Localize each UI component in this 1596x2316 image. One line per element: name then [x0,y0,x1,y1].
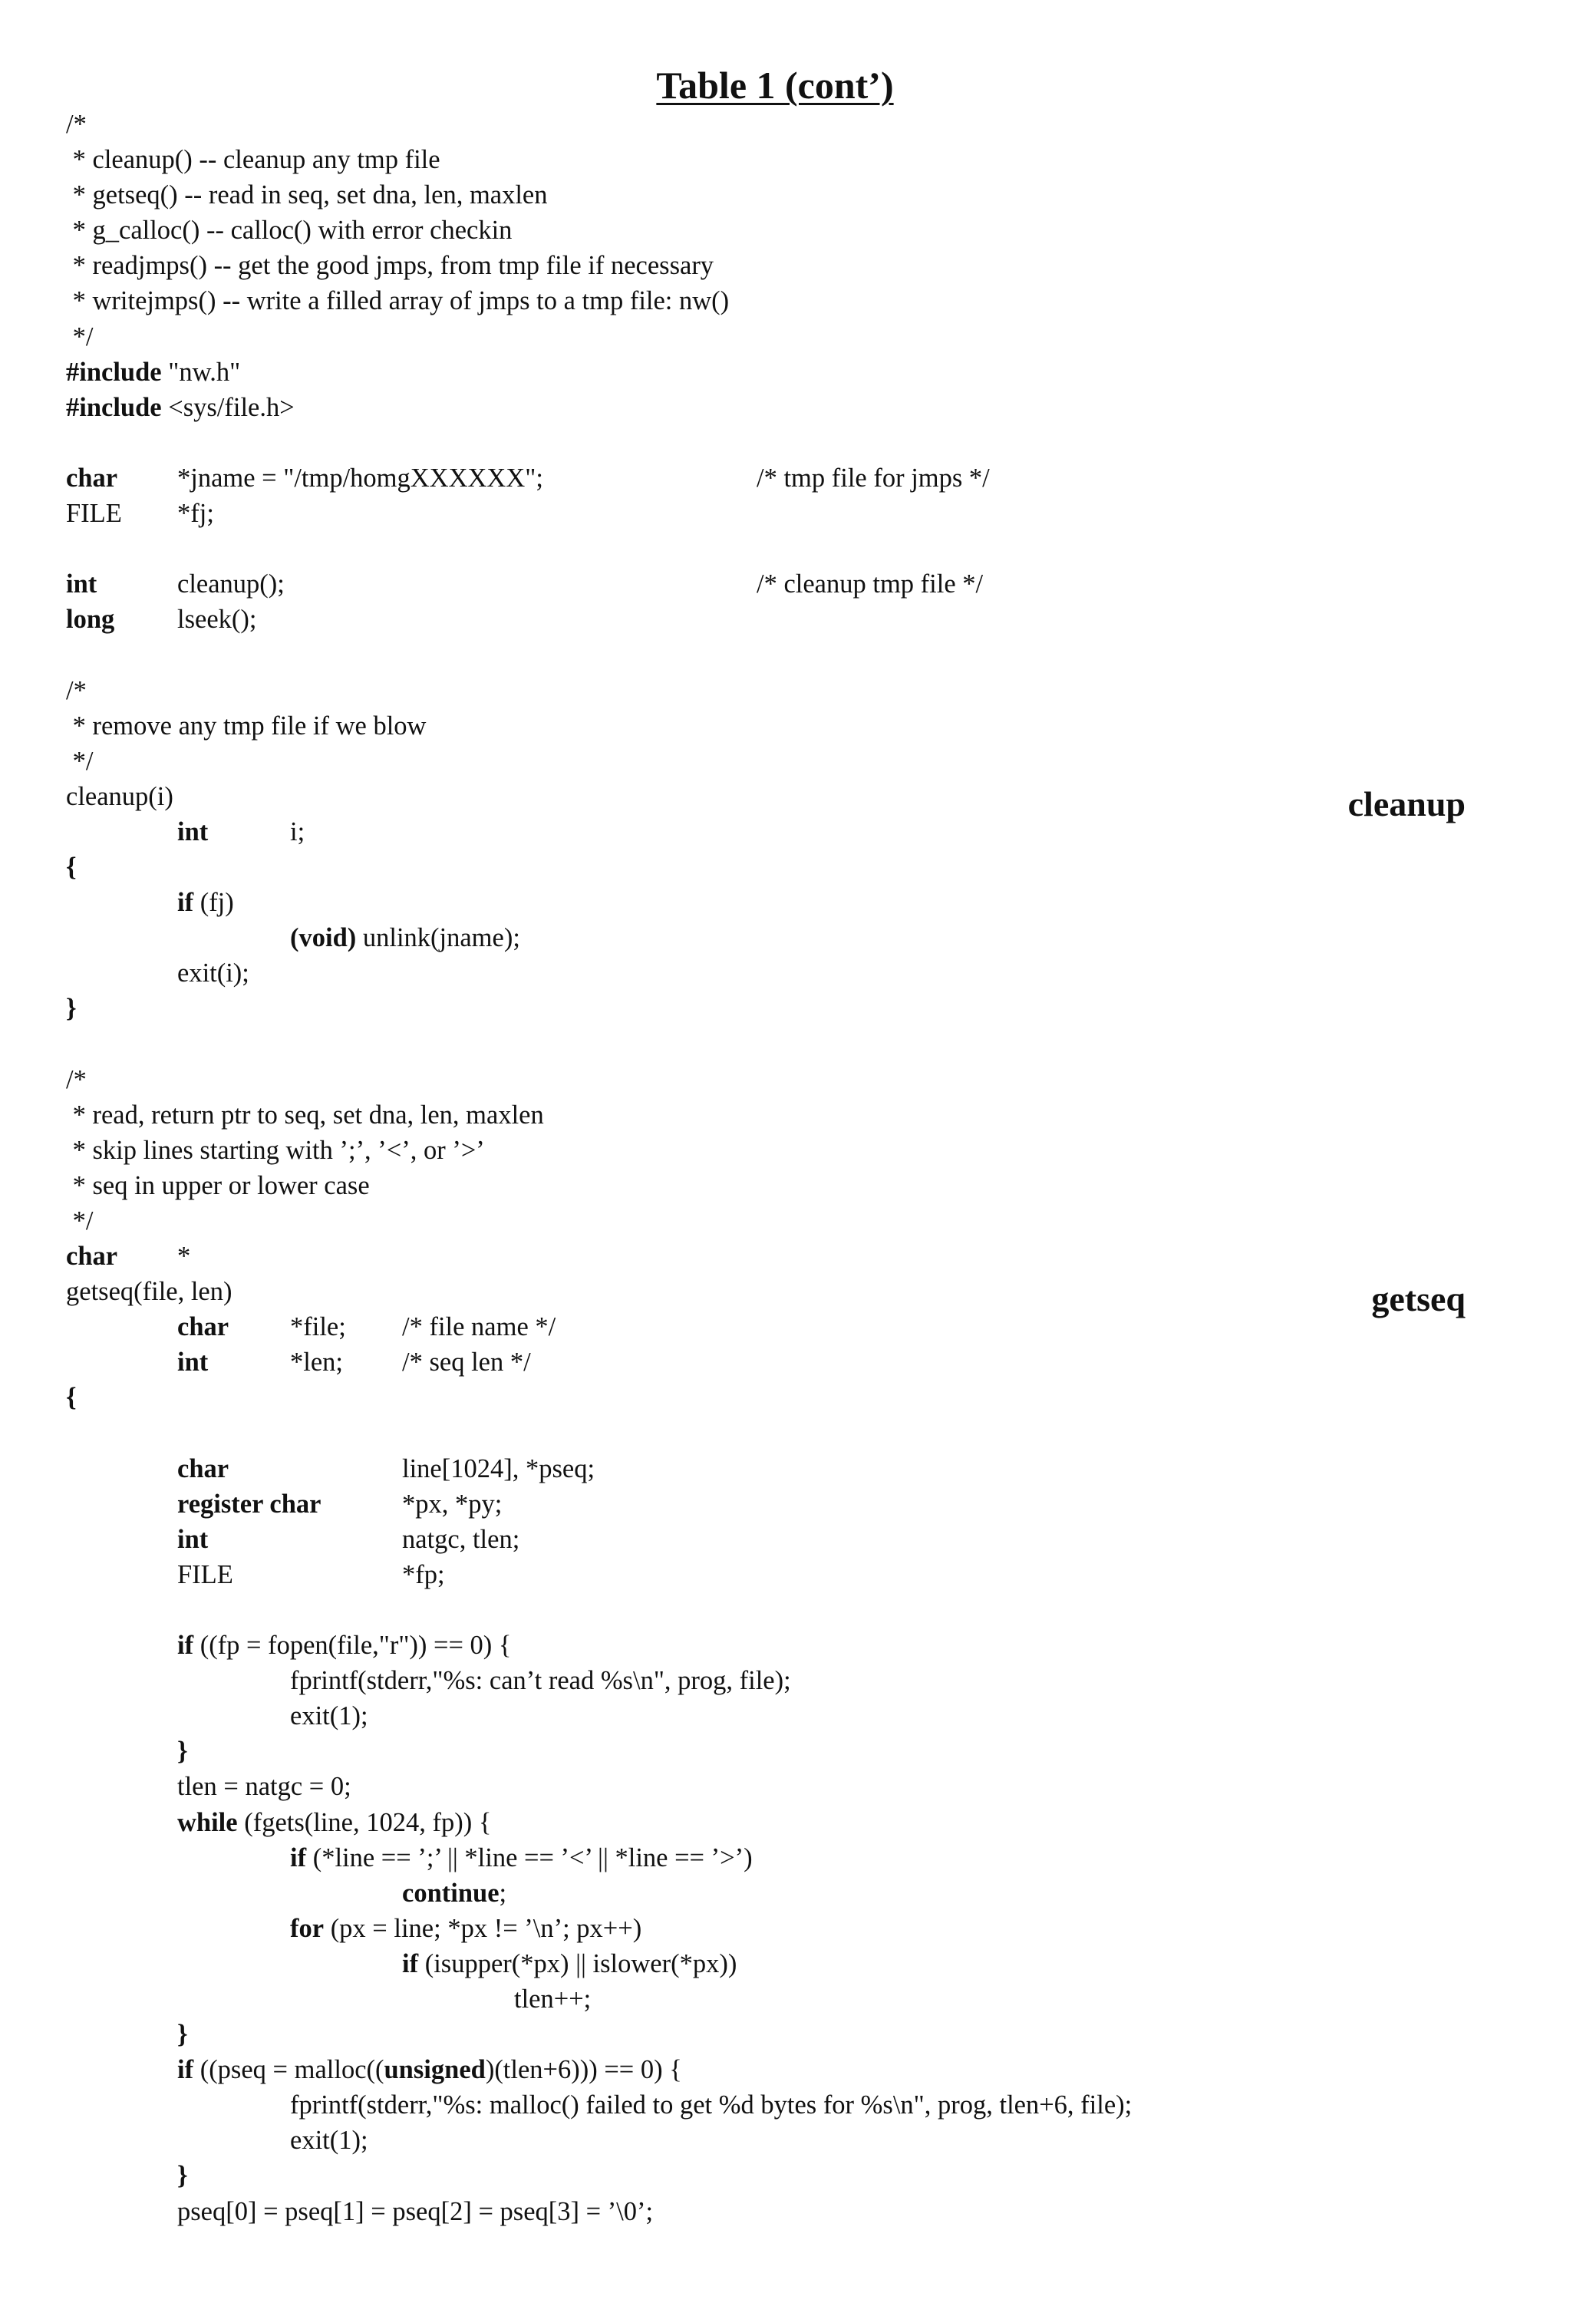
code-line [0,1769,1596,1804]
code-cell [757,566,983,602]
code-text: exit(1); [290,1701,368,1730]
code-cell [66,107,87,142]
code-keyword: long [66,605,114,634]
code-text: unlink(jname); [356,923,520,952]
code-line [0,142,1596,177]
code-text: FILE [177,1560,233,1589]
code-cell [66,177,548,213]
code-text: line[1024], *pseq; [402,1454,595,1483]
code-text: ((pseq = malloc(( [193,2055,384,2084]
code-cell [66,355,240,390]
code-line [0,1203,1596,1239]
code-cell [66,142,440,177]
code-keyword: unsigned [384,2055,486,2084]
code-line [0,814,1596,850]
code-cell [66,248,714,283]
code-keyword: while [177,1808,238,1837]
code-cell [66,744,93,779]
code-cell [66,319,93,355]
code-cell [177,1557,233,1592]
code-text: * getseq() -- read in seq, set dna, len, maxlen [66,180,548,209]
code-text: /* seq len */ [402,1348,531,1377]
code-line [0,177,1596,213]
code-text: * skip lines starting with ’;’, ’<’, or ’>’ [66,1136,485,1165]
code-cell [290,2123,368,2158]
code-cell [66,673,87,708]
code-line [0,2158,1596,2193]
code-line [0,2017,1596,2052]
code-cell [757,460,990,496]
code-text: * readjmps() -- get the good jmps, from tmp file if necessary [66,251,714,280]
code-line [0,744,1596,779]
code-keyword: if [177,2055,193,2084]
code-cell [290,1911,641,1946]
code-text: natgc, tlen; [402,1525,519,1554]
code-line [0,885,1596,920]
code-keyword: #include [66,358,162,387]
code-cell [177,2194,653,2229]
code-line [0,779,1596,814]
code-cell [402,1522,519,1557]
code-text: "nw.h" [162,358,241,387]
code-keyword: (void) [290,923,356,952]
code-keyword: if [402,1949,418,1978]
code-cell [177,1522,208,1557]
code-text: *fj; [177,499,214,528]
code-cell [290,2087,1132,2123]
code-text: */ [66,747,93,776]
code-line [0,1133,1596,1168]
code-cell [66,850,77,885]
code-text: * g_calloc() -- calloc() with error checkin [66,216,512,245]
code-text: *fp; [402,1560,445,1589]
code-text: /* cleanup tmp file */ [757,569,983,599]
code-line [0,2087,1596,2123]
code-cell [66,283,729,318]
code-text: lseek(); [177,605,256,634]
code-line [0,1557,1596,1592]
code-keyword: } [177,2020,188,2049]
code-cell [177,1239,190,1274]
code-text: * remove any tmp file if we blow [66,711,426,741]
code-cell [177,1769,351,1804]
code-line [0,991,1596,1026]
code-cell [290,920,520,955]
code-line [0,107,1596,142]
code-text: (fgets(line, 1024, fp)) { [238,1808,492,1837]
code-cell [290,1344,343,1380]
code-keyword: char [66,1242,117,1271]
code-line [0,1344,1596,1380]
code-text: <sys/file.h> [162,393,295,422]
code-keyword: int [177,1525,208,1554]
code-line [0,2052,1596,2087]
code-line [0,1734,1596,1769]
code-cell [402,1876,506,1911]
code-cell [66,213,512,248]
code-cell [66,1203,93,1239]
code-text: pseq[0] = pseq[1] = pseq[2] = pseq[3] = ’\0’; [177,2197,653,2226]
code-keyword: char [177,1312,229,1341]
page-title: Table 1 (cont’) [0,63,1550,107]
code-line [0,1097,1596,1133]
code-line [0,955,1596,991]
code-line [0,1628,1596,1663]
code-cell [177,1734,188,1769]
code-cell [177,1628,511,1663]
code-cell [290,1840,753,1876]
code-cell [66,1097,544,1133]
code-cell [402,1309,556,1344]
code-cell [402,1557,445,1592]
code-text: (fj) [193,888,234,917]
code-keyword: char [66,464,117,493]
code-cell [66,390,295,425]
code-keyword: { [66,1383,77,1412]
code-text: tlen = natgc = 0; [177,1772,351,1801]
code-cell [177,1451,229,1486]
code-keyword: if [177,1631,193,1660]
code-text: )(tlen+6))) == 0) { [486,2055,682,2084]
blank-line [0,1026,1596,1061]
code-line [0,602,1596,637]
blank-line [0,1415,1596,1450]
code-line [0,1274,1596,1309]
code-keyword: continue [402,1879,500,1908]
code-cell [177,1344,208,1380]
code-line [0,1698,1596,1734]
code-listing [0,107,1596,2229]
code-line [0,708,1596,744]
code-text: /* [66,1065,87,1094]
code-line [0,1486,1596,1522]
code-keyword: { [66,853,77,882]
code-cell [290,814,305,850]
code-keyword: int [177,1348,208,1377]
code-text: *file; [290,1312,346,1341]
code-line [0,1911,1596,1946]
code-keyword: if [290,1843,306,1872]
code-cell [66,1062,87,1097]
code-text: * cleanup() -- cleanup any tmp file [66,145,440,174]
code-text: exit(1); [290,2126,368,2155]
code-cell [402,1486,502,1522]
blank-line [0,1592,1596,1628]
code-line [0,1946,1596,1981]
code-text: ; [500,1879,507,1908]
code-line [0,355,1596,390]
code-text: fprintf(stderr,"%s: malloc() failed to get %d bytes for %s\n", prog, tlen+6, file); [290,2090,1132,2120]
code-cell [177,955,249,991]
code-line [0,1805,1596,1840]
code-keyword: int [177,817,208,846]
code-cell [177,1486,321,1522]
code-text: /* [66,110,87,139]
code-line [0,460,1596,496]
code-text: cleanup(i) [66,782,173,811]
code-line [0,2123,1596,2158]
code-text: FILE [66,499,122,528]
code-text: * writejmps() -- write a filled array of jmps to a tmp file: nw() [66,286,729,315]
code-keyword: } [177,1737,188,1766]
code-cell [177,602,256,637]
code-cell [290,1663,791,1698]
code-cell [66,708,426,744]
code-text: *len; [290,1348,343,1377]
code-text: *px, *py; [402,1490,502,1519]
code-text: /* file name */ [402,1312,556,1341]
code-line [0,248,1596,283]
code-line [0,1876,1596,1911]
function-label: getseq [1371,1282,1466,1317]
code-line [0,496,1596,531]
code-text: */ [66,322,93,351]
code-cell [66,991,77,1026]
code-line [0,850,1596,885]
code-cell [66,1239,117,1274]
blank-line [0,531,1596,566]
code-line [0,1309,1596,1344]
code-line [0,1522,1596,1557]
code-cell [66,1380,77,1415]
function-label: cleanup [1348,787,1466,822]
code-keyword: if [177,888,193,917]
code-cell [177,1805,491,1840]
code-text: *jname = "/tmp/homgXXXXXX"; [177,464,543,493]
code-text: (*line == ’;’ || *line == ’<’ || *line == ’>’) [306,1843,752,1872]
code-keyword: } [177,2161,188,2190]
code-keyword: #include [66,393,162,422]
code-cell [402,1451,595,1486]
code-text: /* [66,676,87,705]
code-cell [514,1981,591,2017]
code-line [0,1380,1596,1415]
code-line [0,920,1596,955]
code-cell [66,566,97,602]
code-keyword: int [66,569,97,599]
code-cell [290,1698,368,1734]
blank-line [0,425,1596,460]
code-text: ((fp = fopen(file,"r")) == 0) { [193,1631,511,1660]
code-keyword: register char [177,1490,321,1519]
code-cell [177,1309,229,1344]
code-cell [177,814,208,850]
code-text: fprintf(stderr,"%s: can’t read %s\n", prog, file); [290,1666,791,1695]
code-text: * read, return ptr to seq, set dna, len, maxlen [66,1100,544,1130]
code-keyword: for [290,1914,324,1943]
code-line [0,1840,1596,1876]
code-line [0,1168,1596,1203]
code-line [0,1062,1596,1097]
code-text: exit(i); [177,958,249,988]
code-text: * seq in upper or lower case [66,1171,370,1200]
code-cell [177,566,285,602]
code-cell [177,2158,188,2193]
code-line [0,283,1596,318]
code-cell [177,460,543,496]
code-cell [177,2052,682,2087]
code-cell [66,1133,485,1168]
code-text: * [177,1242,190,1271]
code-cell [66,460,117,496]
code-line [0,1981,1596,2017]
code-cell [66,496,122,531]
code-cell [290,1309,346,1344]
code-text: cleanup(); [177,569,285,599]
code-keyword: char [177,1454,229,1483]
code-cell [66,1168,370,1203]
code-cell [177,2017,188,2052]
code-line [0,1239,1596,1274]
code-line [0,1663,1596,1698]
code-cell [177,885,234,920]
code-text: (isupper(*px) || islower(*px)) [418,1949,737,1978]
code-text: getseq(file, len) [66,1277,232,1306]
code-line [0,673,1596,708]
code-line [0,566,1596,602]
code-cell [66,779,173,814]
code-text: */ [66,1206,93,1236]
code-cell [66,1274,232,1309]
blank-line [0,637,1596,672]
code-keyword: } [66,994,77,1023]
code-line [0,390,1596,425]
code-text: /* tmp file for jmps */ [757,464,990,493]
code-text: (px = line; *px != ’\n’; px++) [324,1914,641,1943]
code-line [0,2194,1596,2229]
code-cell [177,496,214,531]
code-text: tlen++; [514,1984,591,2014]
code-line [0,319,1596,355]
code-text: i; [290,817,305,846]
code-cell [402,1344,531,1380]
code-cell [402,1946,737,1981]
code-line [0,213,1596,248]
code-cell [66,602,114,637]
code-line [0,1451,1596,1486]
